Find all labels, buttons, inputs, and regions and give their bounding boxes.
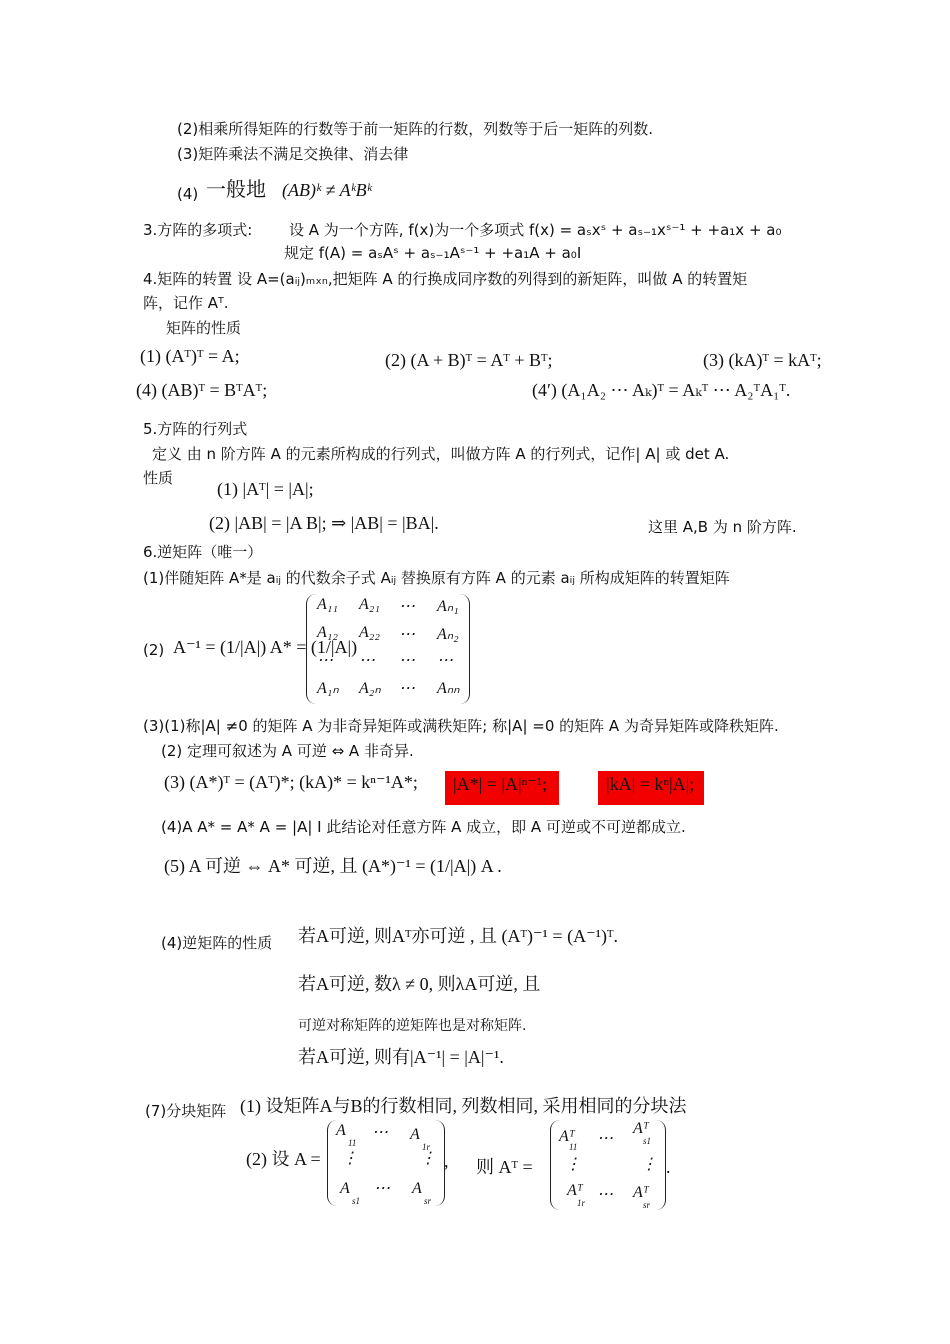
matrix-entry: ⋯ <box>399 680 415 697</box>
text-line: 矩阵的性质 <box>166 319 242 337</box>
text-line: 性质 <box>143 469 174 487</box>
formula: (1) (Aᵀ)ᵀ = A; <box>140 346 240 366</box>
matrix-entry: A₁₁ <box>317 596 338 613</box>
matrix-entry: ⋮ <box>565 1156 581 1173</box>
formula: 若A可逆, 则Aᵀ亦可逆 , 且 (Aᵀ)⁻¹ = (A⁻¹)ᵀ. <box>298 926 618 946</box>
text-line: (4) <box>177 185 199 203</box>
formula: (2) |AB| = |A B|; ⇒ |AB| = |BA|. <box>209 513 439 533</box>
text-line: 这里 A,B 为 n 阶方阵. <box>648 518 797 536</box>
section-heading: (7)分块矩阵 <box>145 1102 227 1120</box>
matrix-entry: Aₙ₁ <box>437 598 459 615</box>
matrix-entry: ⋯ <box>597 1186 613 1203</box>
formula: (4) (AB)ᵀ = BᵀAᵀ; <box>136 380 268 400</box>
matrix-entry: Aᵀ <box>567 1182 583 1199</box>
matrix-entry: A <box>336 1122 346 1139</box>
matrix-subscript: 11 <box>348 1138 357 1148</box>
formula: A⁻¹ = (1/|A|) A* = (1/|A|) <box>173 637 358 657</box>
matrix-entry: ⋯ <box>317 652 333 669</box>
formula: (3) (A*)ᵀ = (Aᵀ)*; (kA)* = kⁿ⁻¹A*; <box>164 772 418 792</box>
text-line: (2) <box>143 641 165 659</box>
matrix-entry: A₁ₙ <box>317 680 339 697</box>
adjugate-matrix <box>306 594 470 704</box>
matrix-entry: ⋯ <box>372 1124 388 1141</box>
matrix-entry: Aₙ₂ <box>437 626 459 643</box>
matrix-entry: Aᵀ <box>633 1120 649 1137</box>
formula: (1) 设矩阵A与B的行数相同, 列数相同, 采用相同的分块法 <box>240 1096 687 1116</box>
highlighted-formula <box>445 771 559 805</box>
matrix-entry: A <box>412 1180 422 1197</box>
matrix-subscript: s1 <box>352 1196 361 1206</box>
matrix-entry: Aᵀ <box>559 1128 575 1145</box>
section-heading: 4.矩阵的转置 设 A=(aᵢⱼ)ₘₓₙ,把矩阵 A 的行换成同序数的列得到的新矩阵，叫做 A 的转置矩 <box>143 270 748 288</box>
matrix-entry: ⋯ <box>399 598 415 615</box>
text-line: 阵，记作 Aᵀ. <box>143 294 229 312</box>
formula: 则 Aᵀ = <box>476 1157 533 1177</box>
text-line: 定义 由 n 阶方阵 A 的元素所构成的行列式，叫做方阵 A 的行列式，记作| A| 或 det A. <box>152 445 730 463</box>
matrix-entry: ⋯ <box>374 1180 390 1197</box>
text-line: (4)A A* = A* A = |A| I 此结论对任意方阵 A 成立，即 A 可逆或不可逆都成立. <box>161 818 686 836</box>
punctuation: . <box>666 1157 671 1177</box>
matrix-entry: A₂₂ <box>359 624 380 641</box>
text-line: (2)相乘所得矩阵的行数等于前一矩阵的行数，列数等于后一矩阵的列数. <box>177 120 654 138</box>
text-line: 可逆对称矩阵的逆矩阵也是对称矩阵. <box>298 1018 527 1034</box>
matrix-subscript: 1r <box>577 1198 586 1208</box>
matrix-entry: A <box>340 1180 350 1197</box>
matrix-subscript: sr <box>424 1196 432 1206</box>
matrix-entry: ⋮ <box>420 1150 436 1167</box>
matrix-entry: Aᵀ <box>633 1184 649 1201</box>
matrix-subscript: s1 <box>643 1136 652 1146</box>
matrix-entry: ⋮ <box>342 1150 358 1167</box>
matrix-entry: ⋯ <box>437 652 453 669</box>
formula: 若A可逆, 数λ ≠ 0, 则λA可逆, 且 <box>298 974 541 994</box>
section-heading: 3.方阵的多项式: <box>143 221 253 239</box>
formula: (5) A 可逆 ⇔ A* 可逆, 且 (A*)⁻¹ = (1/|A|) A . <box>164 856 502 876</box>
formula: (2) 设 A = <box>246 1149 321 1169</box>
matrix-subscript: 11 <box>569 1142 578 1152</box>
text-line: (2) 定理可叙述为 A 可逆 ⇔ A 非奇异. <box>161 742 414 760</box>
matrix-entry: ⋮ <box>641 1156 657 1173</box>
text-line: (3)矩阵乘法不满足交换律、消去律 <box>177 145 409 163</box>
formula: (1) |Aᵀ| = |A|; <box>217 479 314 499</box>
text-line: (4)逆矩阵的性质 <box>161 934 273 952</box>
matrix-entry: A₂₁ <box>359 596 380 613</box>
matrix-entry: A₁₂ <box>317 624 338 641</box>
matrix-entry: ⋯ <box>399 626 415 643</box>
matrix-subscript: 1r <box>422 1142 431 1152</box>
matrix-entry: ⋯ <box>399 652 415 669</box>
matrix-entry: A₂ₙ <box>359 680 381 697</box>
formula: (4′) (A₁A₂ ⋯ Aₖ)ᵀ = Aₖᵀ ⋯ A₂ᵀA₁ᵀ. <box>532 380 791 400</box>
text-line: 一般地 <box>206 177 266 201</box>
text-line: 规定 f(A) = aₛAˢ + aₛ₋₁Aˢ⁻¹ + +a₁A + a₀I <box>284 244 582 262</box>
block-matrix-transpose <box>550 1120 666 1210</box>
matrix-entry: Aₙₙ <box>437 680 460 697</box>
formula: (AB)ᵏ ≠ AᵏBᵏ <box>282 180 372 200</box>
highlighted-formula <box>598 771 704 805</box>
text-line: (1)伴随矩阵 A*是 aᵢⱼ 的代数余子式 Aᵢⱼ 替换原有方阵 A 的元素 aᵢⱼ 所构成矩阵的转置矩阵 <box>143 569 730 587</box>
block-matrix-a <box>327 1120 445 1206</box>
matrix-entry: A <box>410 1126 420 1143</box>
formula: (2) (A + B)ᵀ = Aᵀ + Bᵀ; <box>385 350 553 370</box>
formula: |kA| = kⁿ|A|; <box>606 774 695 794</box>
matrix-subscript: sr <box>643 1200 651 1210</box>
formula: (3) (kA)ᵀ = kAᵀ; <box>703 350 822 370</box>
punctuation: , <box>444 1151 449 1171</box>
section-heading: 6.逆矩阵（唯一） <box>143 543 263 561</box>
formula: |A*| = |A|ⁿ⁻¹; <box>453 774 548 794</box>
formula: 若A可逆, 则有|A⁻¹| = |A|⁻¹. <box>298 1047 504 1067</box>
text-line: (3)(1)称|A| ≠0 的矩阵 A 为非奇异矩阵或满秩矩阵; 称|A| =0 的矩阵 A 为奇异矩阵或降秩矩阵. <box>143 717 779 735</box>
text-line: 设 A 为一个方阵, f(x)为一个多项式 f(x) = aₛxˢ + aₛ₋₁xˢ⁻¹ + +a₁x + a₀ <box>289 221 782 239</box>
matrix-entry: ⋯ <box>597 1130 613 1147</box>
section-heading: 5.方阵的行列式 <box>143 420 248 438</box>
matrix-entry: ⋯ <box>359 652 375 669</box>
